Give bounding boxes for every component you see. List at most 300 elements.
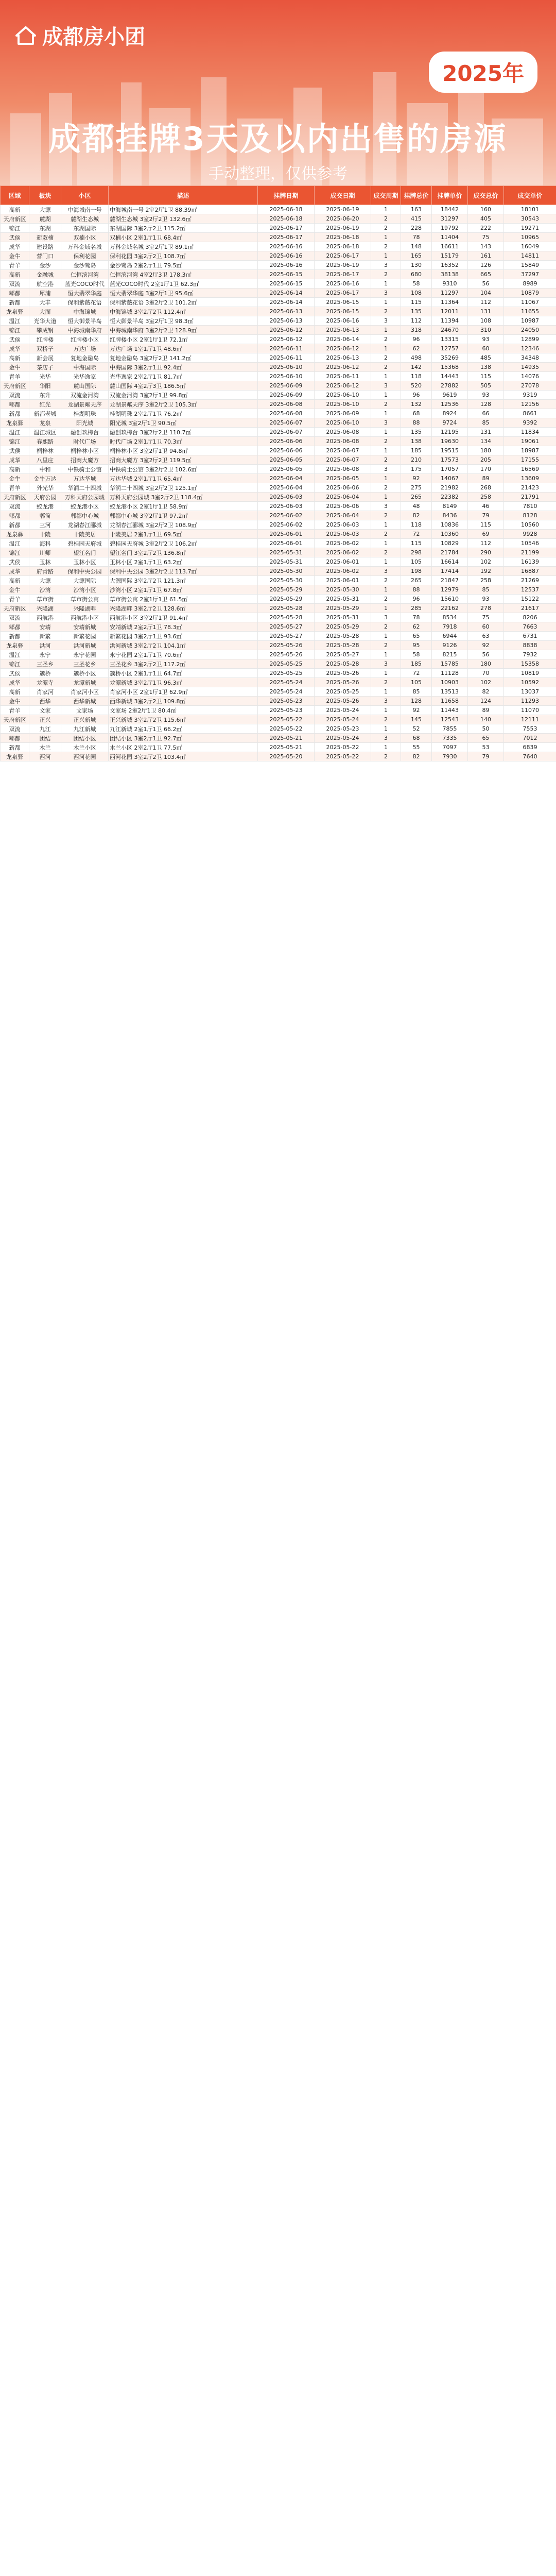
table-cell: 10987 [504, 316, 556, 326]
table-cell: 118 [401, 372, 432, 381]
table-cell: 新繁花园 [61, 632, 109, 641]
table-cell: 武侯 [1, 335, 29, 344]
table-row [1, 604, 556, 613]
table-cell: 1 [371, 298, 401, 307]
table-cell: 川师 [29, 548, 61, 557]
table-cell: 2025-06-15 [258, 270, 315, 279]
table-cell: 招商大魔方 [61, 455, 109, 465]
table-row [1, 335, 556, 344]
table-cell: 8989 [504, 279, 556, 289]
table-cell: 485 [468, 353, 504, 363]
table-cell: 11070 [504, 706, 556, 715]
table-cell: 2 [371, 307, 401, 316]
table-cell: 复地金融岛 [61, 353, 109, 363]
table-cell: 15368 [432, 363, 468, 372]
table-cell: 22382 [432, 493, 468, 502]
table-cell: 海科 [29, 539, 61, 548]
table-cell: 46 [468, 502, 504, 511]
table-cell: 8128 [504, 511, 556, 520]
table-cell: 蓝光COCO时代 [61, 279, 109, 289]
table-cell: 中海锦城 3室2厅2卫 112.4㎡ [109, 307, 258, 316]
table-cell: 93 [468, 595, 504, 604]
table-cell: 3 [371, 381, 401, 391]
table-cell: 新繁 [29, 632, 61, 641]
table-cell: 锦江 [1, 224, 29, 233]
table-cell: 九江新城 2室1厅1卫 66.2㎡ [109, 724, 258, 734]
table-cell: 10965 [504, 233, 556, 242]
table-cell: 安靖新城 [61, 622, 109, 632]
table-cell: 大源 [29, 576, 61, 585]
table-cell: 中海国际 [61, 363, 109, 372]
table-cell: 104 [468, 289, 504, 298]
table-cell: 时代广场 [61, 437, 109, 446]
table-cell: 185 [401, 659, 432, 669]
table-cell: 2025-06-10 [258, 363, 315, 372]
table-cell: 165 [401, 251, 432, 261]
table-cell: 保利花园 [61, 251, 109, 261]
table-cell: 9928 [504, 530, 556, 539]
table-row [1, 724, 556, 734]
table-cell: 1 [371, 669, 401, 678]
table-cell: 68 [401, 409, 432, 418]
table-cell: 西航港小区 3室2厅1卫 91.4㎡ [109, 613, 258, 622]
table-cell: 2025-06-12 [258, 326, 315, 335]
table-cell: 2025-06-02 [258, 511, 315, 520]
table-cell: 2025-06-01 [315, 576, 371, 585]
table-cell: 三圣花乡 3室2厅2卫 117.2㎡ [109, 659, 258, 669]
table-cell: 192 [468, 567, 504, 576]
table-row [1, 205, 556, 214]
table-cell: 2025-05-21 [258, 743, 315, 752]
table-cell: 7855 [432, 724, 468, 734]
table-cell: 双桥子 [29, 344, 61, 353]
table-cell: 武侯 [1, 446, 29, 455]
table-cell: 19271 [504, 224, 556, 233]
table-cell: 15610 [432, 595, 468, 604]
table-row [1, 372, 556, 381]
table-cell: 79 [468, 752, 504, 761]
table-cell: 161 [468, 251, 504, 261]
table-cell: 7932 [504, 650, 556, 659]
table-cell: 115 [468, 520, 504, 530]
table-cell: 290 [468, 548, 504, 557]
table-cell: 三圣乡 [29, 659, 61, 669]
table-cell: 中海城南华府 [61, 326, 109, 335]
table-cell: 万达广场 [61, 344, 109, 353]
table-cell: 12899 [504, 335, 556, 344]
table-cell: 21423 [504, 483, 556, 493]
table-cell: 2025-05-24 [315, 715, 371, 724]
table-cell: 405 [468, 214, 504, 224]
table-cell: 永宁 [29, 650, 61, 659]
table-cell: 115 [401, 298, 432, 307]
table-cell: 2025-06-12 [315, 381, 371, 391]
table-cell: 洪河新城 [61, 641, 109, 650]
table-cell: 双流金河湾 [61, 391, 109, 400]
table-cell: 麓湖生态城 [61, 214, 109, 224]
table-cell: 175 [401, 465, 432, 474]
table-row [1, 316, 556, 326]
table-cell: 大源 [29, 205, 61, 214]
table-cell: 十陵美居 2室1厅1卫 69.5㎡ [109, 530, 258, 539]
table-cell: 69 [468, 530, 504, 539]
table-cell: 2025-06-16 [258, 242, 315, 251]
table-cell: 18987 [504, 446, 556, 455]
table-cell: 洪河 [29, 641, 61, 650]
table-cell: 2025-06-18 [315, 233, 371, 242]
table-cell: 三河 [29, 520, 61, 530]
table-cell: 112 [468, 298, 504, 307]
table-cell: 53 [468, 743, 504, 752]
table-row [1, 437, 556, 446]
table-cell: 新都 [1, 743, 29, 752]
table-cell: 2025-06-09 [315, 409, 371, 418]
table-row [1, 502, 556, 511]
table-cell: 10560 [504, 520, 556, 530]
table-cell: 郫都中心城 3室2厅1卫 97.2㎡ [109, 511, 258, 520]
table-row [1, 567, 556, 576]
table-cell: 2025-05-23 [258, 706, 315, 715]
table-cell: 8149 [432, 502, 468, 511]
table-cell: 2 [371, 270, 401, 279]
table-cell: 1 [371, 557, 401, 567]
table-cell: 2025-05-28 [315, 632, 371, 641]
table-cell: 大面 [29, 307, 61, 316]
table-cell: 玉林小区 2室1厅1卫 63.2㎡ [109, 557, 258, 567]
table-row [1, 233, 556, 242]
table-cell: 2025-05-28 [315, 641, 371, 650]
table-cell: 6839 [504, 743, 556, 752]
table-cell: 东升 [29, 391, 61, 400]
table-cell: 龙泉驿 [1, 307, 29, 316]
table-cell: 2025-06-04 [258, 483, 315, 493]
column-header: 挂牌单价 [432, 186, 468, 205]
table-row [1, 446, 556, 455]
table-cell: 10546 [504, 539, 556, 548]
table-cell: 2025-06-13 [315, 353, 371, 363]
table-cell: 天府新区 [1, 715, 29, 724]
table-row [1, 641, 556, 650]
table-cell: 2025-05-28 [258, 604, 315, 613]
table-cell: 22162 [432, 604, 468, 613]
table-cell: 21199 [504, 548, 556, 557]
table-cell: 正兴新城 3室2厅2卫 115.6㎡ [109, 715, 258, 724]
table-cell: 双流 [1, 613, 29, 622]
table-cell: 102 [468, 678, 504, 687]
table-cell: 6944 [432, 632, 468, 641]
table-cell: 2 [371, 455, 401, 465]
table-cell: 金牛 [1, 474, 29, 483]
table-cell: 青羊 [1, 706, 29, 715]
table-cell: 1 [371, 372, 401, 381]
table-cell: 团结小区 3室2厅1卫 92.7㎡ [109, 734, 258, 743]
table-cell: 郫都 [1, 400, 29, 409]
table-cell: 2025-06-07 [315, 455, 371, 465]
table-cell: 永宁花园 [61, 650, 109, 659]
table-cell: 1 [371, 520, 401, 530]
table-cell: 2025-06-08 [258, 400, 315, 409]
table-cell: 2025-05-22 [258, 715, 315, 724]
table-cell: 团结 [29, 734, 61, 743]
table-cell: 温江 [1, 539, 29, 548]
table-cell: 7640 [504, 752, 556, 761]
table-cell: 665 [468, 270, 504, 279]
table-cell: 2 [371, 437, 401, 446]
table-cell: 保利紫薇花语 3室2厅2卫 101.2㎡ [109, 298, 258, 307]
table-cell: 11293 [504, 697, 556, 706]
table-cell: 2025-06-10 [315, 400, 371, 409]
table-cell: 2025-06-08 [258, 409, 315, 418]
table-row [1, 539, 556, 548]
table-cell: 21982 [432, 483, 468, 493]
table-cell: 138 [468, 363, 504, 372]
table-row [1, 307, 556, 316]
table-row [1, 632, 556, 641]
table-cell: 2025-06-17 [315, 251, 371, 261]
house-logo-icon [14, 24, 37, 47]
table-cell: 78 [401, 613, 432, 622]
table-cell: 88 [401, 585, 432, 595]
table-cell: 3 [371, 613, 401, 622]
table-cell: 2025-06-10 [315, 391, 371, 400]
table-cell: 2025-06-07 [258, 428, 315, 437]
table-cell: 高新 [1, 465, 29, 474]
table-cell: 玉林小区 [61, 557, 109, 567]
table-row [1, 595, 556, 604]
table-cell: 仁恒滨河湾 [61, 270, 109, 279]
table-cell: 双流 [1, 724, 29, 734]
table-cell: 72 [401, 530, 432, 539]
table-cell: 2025-05-26 [315, 669, 371, 678]
table-cell: 10360 [432, 530, 468, 539]
table-cell: 10829 [432, 539, 468, 548]
table-cell: 12757 [432, 344, 468, 353]
table-cell: 680 [401, 270, 432, 279]
table-cell: 12536 [432, 400, 468, 409]
table-cell: 7553 [504, 724, 556, 734]
table-cell: 19792 [432, 224, 468, 233]
table-cell: 12111 [504, 715, 556, 724]
table-cell: 团结小区 [61, 734, 109, 743]
table-cell: 135 [401, 428, 432, 437]
table-cell: 建设路 [29, 242, 61, 251]
table-cell: 11834 [504, 428, 556, 437]
table-cell: 21791 [504, 493, 556, 502]
table-cell: 2025-06-02 [315, 539, 371, 548]
table-cell: 12346 [504, 344, 556, 353]
column-header: 成交单价 [504, 186, 556, 205]
table-cell: 成华 [1, 455, 29, 465]
table-cell: 1 [371, 493, 401, 502]
table-cell: 2 [371, 752, 401, 761]
table-row [1, 585, 556, 595]
table-cell: 82 [468, 687, 504, 697]
table-cell: 2 [371, 595, 401, 604]
table-cell: 2025-06-19 [315, 224, 371, 233]
table-row [1, 270, 556, 279]
table-cell: 10819 [504, 669, 556, 678]
table-cell: 16887 [504, 567, 556, 576]
table-cell: 11655 [504, 307, 556, 316]
table-cell: 3 [371, 567, 401, 576]
table-cell: 永宁花园 2室1厅1卫 70.6㎡ [109, 650, 258, 659]
table-cell: 万科天府公园城 [61, 493, 109, 502]
table-cell: 13513 [432, 687, 468, 697]
table-cell: 文家 [29, 706, 61, 715]
table-cell: 118 [401, 520, 432, 530]
table-cell: 2025-05-31 [258, 548, 315, 557]
table-cell: 13037 [504, 687, 556, 697]
table-cell: 温江城区 [29, 428, 61, 437]
table-cell: 2025-06-17 [258, 233, 315, 242]
table-cell: 文家场 [61, 706, 109, 715]
table-cell: 2025-06-04 [315, 511, 371, 520]
table-cell: 16139 [504, 557, 556, 567]
table-cell: 3 [371, 465, 401, 474]
table-cell: 2025-06-18 [258, 214, 315, 224]
table-cell: 2025-05-25 [315, 687, 371, 697]
table-cell: 肖家河 [29, 687, 61, 697]
table-cell: 9724 [432, 418, 468, 428]
table-row [1, 576, 556, 585]
table-cell: 2025-06-06 [315, 483, 371, 493]
table-cell: 128 [401, 697, 432, 706]
table-cell: 72 [401, 669, 432, 678]
table-cell: 21784 [432, 548, 468, 557]
table-row [1, 428, 556, 437]
table-cell: 10592 [504, 678, 556, 687]
table-cell: 10879 [504, 289, 556, 298]
table-cell: 复地金融岛 3室2厅2卫 141.2㎡ [109, 353, 258, 363]
table-row [1, 391, 556, 400]
table-cell: 30543 [504, 214, 556, 224]
table-cell: 成华 [1, 678, 29, 687]
table-cell: 27882 [432, 381, 468, 391]
table-cell: 66 [468, 409, 504, 418]
table-cell: 112 [401, 316, 432, 326]
table-cell: 11658 [432, 697, 468, 706]
table-row [1, 622, 556, 632]
table-cell: 11067 [504, 298, 556, 307]
table-cell: 14811 [504, 251, 556, 261]
table-cell: 龙泉驿 [1, 418, 29, 428]
table-cell: 1 [371, 650, 401, 659]
table-cell: 双楠小区 [61, 233, 109, 242]
table-cell: 148 [401, 242, 432, 251]
table-cell: 1 [371, 279, 401, 289]
table-cell: 65 [468, 734, 504, 743]
table-cell: 新都 [1, 520, 29, 530]
table-cell: 96 [401, 391, 432, 400]
table-cell: 郫都中心城 [61, 511, 109, 520]
table-cell: 麓湖 [29, 214, 61, 224]
table-cell: 温江 [1, 428, 29, 437]
table-cell: 79 [468, 511, 504, 520]
table-cell: 簇桥小区 2室1厅1卫 64.7㎡ [109, 669, 258, 678]
table-cell: 1 [371, 446, 401, 455]
table-cell: 天府新区 [1, 214, 29, 224]
table-cell: 2025-05-27 [258, 622, 315, 632]
table-cell: 招商大魔方 3室2厅2卫 119.5㎡ [109, 455, 258, 465]
table-cell: 16352 [432, 261, 468, 270]
table-cell: 保利紫薇花语 [61, 298, 109, 307]
table-cell: 142 [401, 363, 432, 372]
table-cell: 2025-06-17 [315, 270, 371, 279]
table-row [1, 242, 556, 251]
table-cell: 2 [371, 242, 401, 251]
table-cell: 双流 [1, 502, 29, 511]
table-cell: 郫都 [1, 289, 29, 298]
page-subtitle: 手动整理，仅供参考 [208, 165, 348, 183]
table-cell: 2 [371, 576, 401, 585]
table-cell: 温江 [1, 650, 29, 659]
table-cell: 青羊 [1, 595, 29, 604]
table-row [1, 326, 556, 335]
table-cell: 大丰 [29, 298, 61, 307]
table-cell: 光华 [29, 372, 61, 381]
table-cell: 新繁花园 3室2厅1卫 93.6㎡ [109, 632, 258, 641]
column-header: 板块 [29, 186, 61, 205]
table-cell: 37297 [504, 270, 556, 279]
table-row [1, 548, 556, 557]
table-cell: 成华 [1, 344, 29, 353]
table-cell: 西华 [29, 697, 61, 706]
table-cell: 兴隆湖畔 [61, 604, 109, 613]
table-cell: 3 [371, 502, 401, 511]
table-cell: 2025-06-14 [258, 289, 315, 298]
table-cell: 3 [371, 261, 401, 270]
table-row [1, 743, 556, 752]
table-cell: 东湖国际 [61, 224, 109, 233]
column-header: 挂牌日期 [258, 186, 315, 205]
table-cell: 2025-06-03 [315, 530, 371, 539]
table-cell: 武侯 [1, 669, 29, 678]
table-cell: 18101 [504, 205, 556, 214]
table-cell: 3 [371, 734, 401, 743]
table-cell: 14067 [432, 474, 468, 483]
table-cell: 8661 [504, 409, 556, 418]
table-row [1, 344, 556, 353]
table-cell: 9619 [432, 391, 468, 400]
table-cell: 金沙鹭岛 [61, 261, 109, 270]
table-cell: 2025-05-26 [258, 650, 315, 659]
table-row [1, 687, 556, 697]
table-cell: 82 [401, 752, 432, 761]
table-cell: 124 [468, 697, 504, 706]
table-cell: 92 [401, 474, 432, 483]
table-cell: 2025-05-29 [315, 604, 371, 613]
page-title: 成都挂牌3天及以内出售的房源 [48, 120, 508, 158]
table-cell: 麓山国际 [61, 381, 109, 391]
table-cell: 185 [401, 446, 432, 455]
table-cell: 三圣花乡 [61, 659, 109, 669]
table-row [1, 474, 556, 483]
table-cell: 沙湾小区 [61, 585, 109, 595]
table-cell: 望江名门 [61, 548, 109, 557]
table-cell: 2025-05-23 [258, 697, 315, 706]
table-cell: 278 [468, 604, 504, 613]
table-cell: 8215 [432, 650, 468, 659]
table-cell: 258 [468, 576, 504, 585]
table-cell: 温江 [1, 316, 29, 326]
table-row [1, 650, 556, 659]
table-cell: 1 [371, 724, 401, 734]
table-cell: 锦江 [1, 548, 29, 557]
table-cell: 1 [371, 344, 401, 353]
table-cell: 2025-06-03 [258, 493, 315, 502]
table-cell: 310 [468, 326, 504, 335]
table-cell: 2025-05-21 [258, 734, 315, 743]
